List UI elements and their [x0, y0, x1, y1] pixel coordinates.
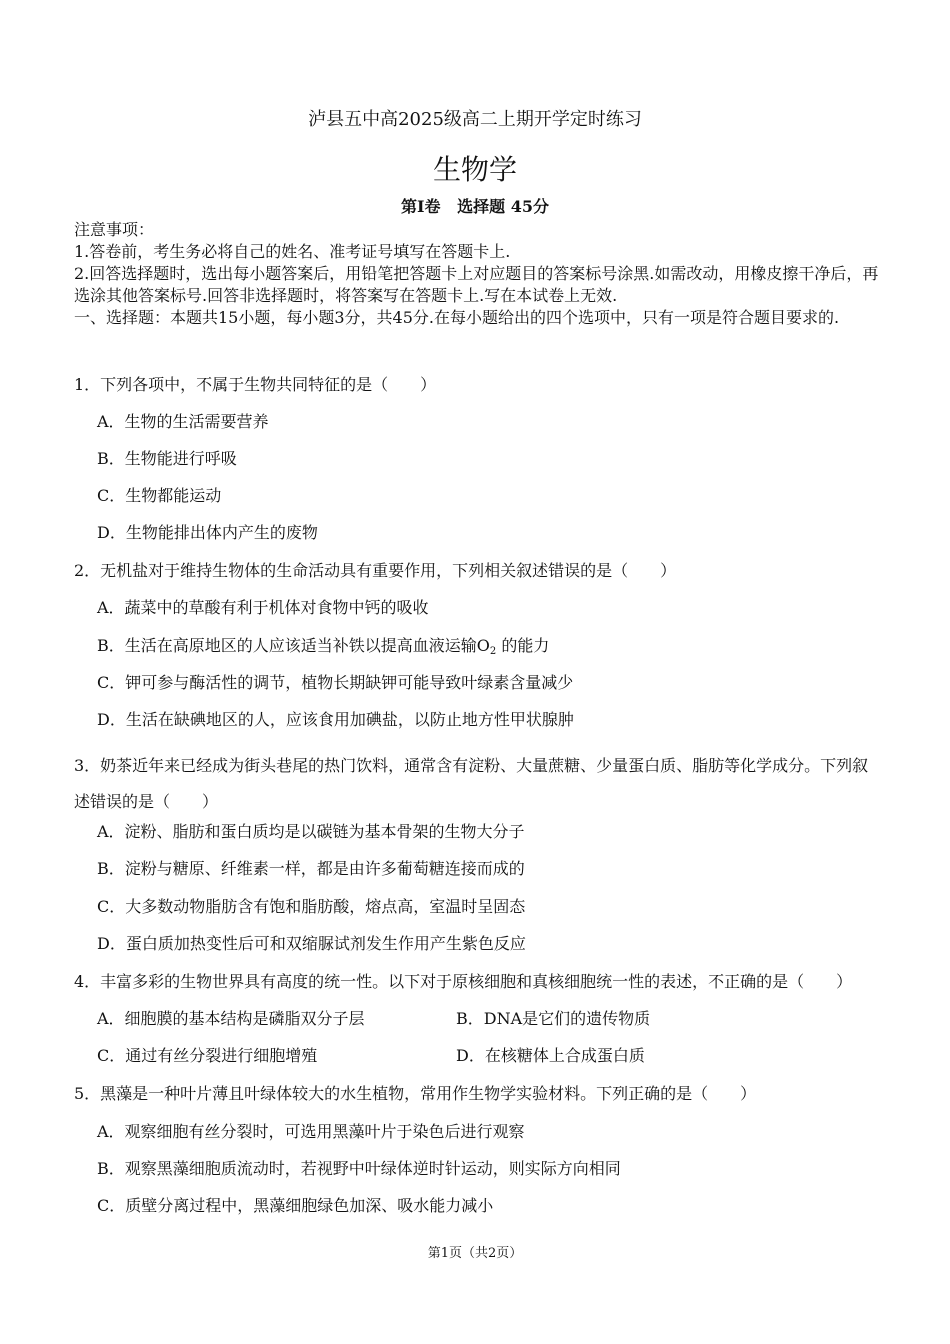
question-4-option-c: C．通过有丝分裂进行细胞增殖 — [97, 1046, 318, 1065]
instruction-item-1: 1.答卷前，考生务必将自己的姓名、准考证号填写在答题卡上. — [74, 242, 511, 261]
question-2-stem: 2．无机盐对于维持生物体的生命活动具有重要作用，下列相关叙述错误的是（ ） — [74, 561, 677, 580]
question-5-stem: 5．黑藻是一种叶片薄且叶绿体较大的水生植物，常用作生物学实验材料。下列正确的是（ ） — [74, 1084, 757, 1103]
instruction-item-2: 2.回答选择题时，选出每小题答案后，用铅笔把答题卡上对应题目的答案标号涂黑.如需改动，用橡皮擦干净后，再选涂其他答案标号.回答非选择题时，将答案写在答题卡上.写在本试卷上无效. — [74, 264, 879, 305]
question-3-option-c: C．大多数动物脂肪含有饱和脂肪酸，熔点高，室温时呈固态 — [97, 897, 526, 916]
question-3-option-a: A．淀粉、脂肪和蛋白质均是以碳链为基本骨架的生物大分子 — [97, 822, 525, 841]
question-2-option-a: A．蔬菜中的草酸有利于机体对食物中钙的吸收 — [97, 598, 429, 617]
question-3-option-d: D．蛋白质加热变性后可和双缩脲试剂发生作用产生紫色反应 — [97, 934, 526, 953]
question-4-stem: 4．丰富多彩的生物世界具有高度的统一性。以下对于原核细胞和真核细胞统一性的表述，不正确的是（ ） — [74, 972, 853, 991]
question-4-option-b: B．DNA是它们的遗传物质 — [456, 1009, 651, 1028]
question-2-option-c: C．钾可参与酶活性的调节，植物长期缺钾可能导致叶绿素含量减少 — [97, 673, 574, 692]
question-4-option-d: D．在核糖体上合成蛋白质 — [456, 1046, 645, 1065]
instructions — [74, 219, 880, 329]
subject-title: 生物学 — [432, 153, 517, 186]
question-3-option-b: B．淀粉与糖原、纤维素一样，都是由许多葡萄糖连接而成的 — [97, 859, 525, 878]
question-4-option-a: A．细胞膜的基本结构是磷脂双分子层 — [97, 1009, 365, 1028]
instructions-heading: 注意事项： — [74, 220, 155, 239]
question-3-stem: 3．奶茶近年来已经成为街头巷尾的热门饮料，通常含有淀粉、大量蔗糖、少量蛋白质、脂肪等化学成分。下列叙述错误的是（ ） — [74, 756, 869, 811]
question-1-option-d: D．生物能排出体内产生的废物 — [97, 523, 318, 542]
question-2-option-b-text: B．生活在高原地区的人应该适当补铁以提高血液运输O — [97, 636, 490, 655]
question-5-option-a: A．观察细胞有丝分裂时，可选用黑藻叶片于染色后进行观察 — [97, 1122, 525, 1141]
question-2-option-b-subscript: 2 — [489, 646, 497, 657]
exam-title: 泸县五中高2025级高二上期开学定时练习 — [308, 109, 642, 130]
question-2-option-b-tail: 的能力 — [501, 636, 550, 655]
section-heading: 第Ⅰ卷 选择题 45分 — [400, 197, 550, 216]
page-footer: 第1页（共2页） — [427, 1246, 523, 1261]
question-5-option-b: B．观察黑藻细胞质流动时，若视野中叶绿体逆时针运动，则实际方向相同 — [97, 1159, 621, 1178]
question-5-option-c: C．质壁分离过程中，黑藻细胞绿色加深、吸水能力减小 — [97, 1196, 494, 1215]
question-2-option-b — [97, 635, 549, 657]
question-2-option-d: D．生活在缺碘地区的人，应该食用加碘盐，以防止地方性甲状腺肿 — [97, 710, 574, 729]
question-1-option-c: C．生物都能运动 — [97, 486, 222, 505]
part-one-instruction: 一、选择题：本题共15小题，每小题3分，共45分.在每小题给出的四个选项中，只有一项是符合题目要求的. — [74, 308, 840, 327]
question-1-option-b: B．生物能进行呼吸 — [97, 449, 237, 468]
question-1-stem: 1．下列各项中，不属于生物共同特征的是（ ） — [74, 375, 437, 394]
question-1-option-a: A．生物的生活需要营养 — [97, 412, 269, 431]
